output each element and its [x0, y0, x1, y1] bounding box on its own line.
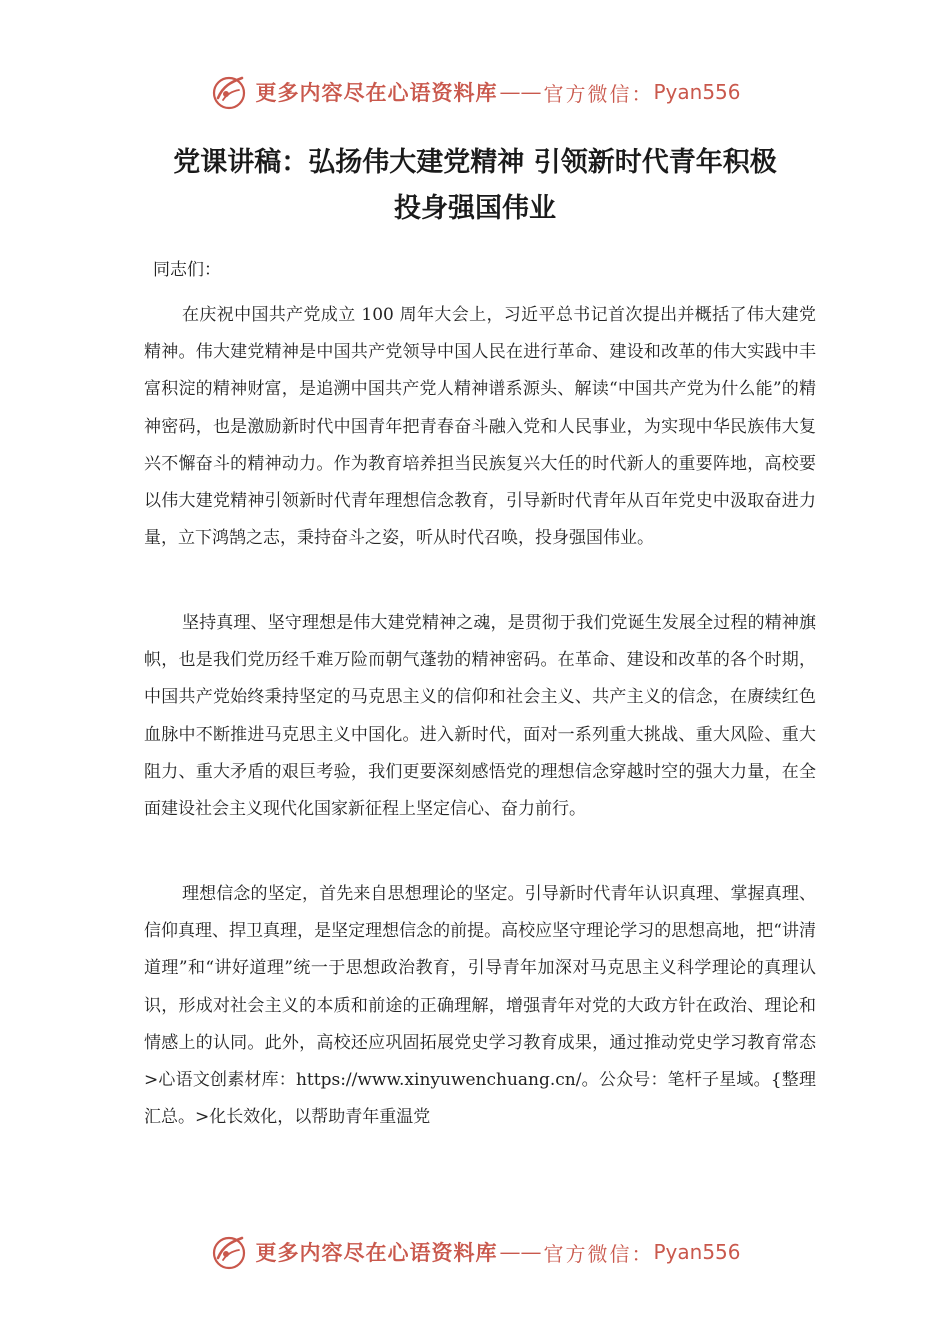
brand-logo-icon	[209, 72, 249, 112]
title-line-1: 党课讲稿：弘扬伟大建党精神 引领新时代青年积极	[173, 147, 777, 178]
banner-text: 更多内容尽在心语资料库	[255, 1240, 498, 1265]
header-banner	[0, 70, 950, 114]
banner-wechat-id: Pyan556	[653, 1240, 741, 1264]
banner-separator: ——	[499, 80, 542, 104]
paragraph-2: 坚持真理、坚守理想是伟大建党精神之魂，是贯彻于我们党诞生发展全过程的精神旗帜，也是我们党历经千难万险而朝气蓬勃的精神密码。在革命、建设和改革的各个时期，中国共产党始终秉持坚定的马克思主义的信仰和社会主义、共产主义的信念，在赓续红色血脉中不断推进马克思主义中国化。进入新时代，面对一系列重大挑战、重大风险、重大阻力、重大矛盾的艰巨考验，我们更要深刻感悟党的理想信念穿越时空的强大力量，在全面建设社会主义现代化国家新征程上坚定信心、奋力前行。	[144, 613, 816, 820]
banner-text: 更多内容尽在心语资料库	[255, 80, 498, 105]
banner-wechat-label: 官方微信：	[543, 1241, 654, 1266]
brand-logo-icon	[209, 1232, 249, 1272]
paragraph-1: 在庆祝中国共产党成立 100 周年大会上，习近平总书记首次提出并概括了伟大建党精神。伟大建党精神是中国共产党领导中国人民在进行革命、建设和改革的伟大实践中丰富积淀的精神财富，是追溯中国共产党人精神谱系源头、解读“中国共产党为什么能”的精神密码，也是激励新时代中国青年把青春奋斗融入党和人民事业，为实现中华民族伟大复兴不懈奋斗的精神动力。作为教育培养担当民族复兴大任的时代新人的重要阵地，高校要以伟大建党精神引领新时代青年理想信念教育，引导新时代青年从百年党史中汲取奋进力量，立下鸿鹄之志，秉持奋斗之姿，听从时代召唤，投身强国伟业。	[144, 305, 816, 549]
title-line-2: 投身强国伟业	[394, 193, 556, 224]
banner-wechat-label: 官方微信：	[543, 81, 654, 106]
banner-wechat-id: Pyan556	[653, 80, 741, 104]
footer-banner	[0, 1230, 950, 1274]
paragraph-3: 理想信念的坚定，首先来自思想理论的坚定。引导新时代青年认识真理、掌握真理、信仰真理、捍卫真理，是坚定理想信念的前提。高校应坚守理论学习的思想高地，把“讲清道理”和“讲好道理”统一于思想政治教育，引导青年加深对马克思主义科学理论的真理认识，形成对社会主义的本质和前途的正确理解，增强青年对党的大政方针在政治、理论和情感上的认同。此外，高校还应巩固拓展党史学习教育成果，通过推动党史学习教育常态>心语文创素材库：https://www.xinyuwenchuang.cn/。公众号：笔杆子星域。{整理汇总。>化长效化，以帮助青年重温党	[144, 884, 816, 1128]
document-title	[120, 140, 830, 232]
greeting: 同志们：	[153, 260, 221, 280]
banner-separator: ——	[499, 1240, 542, 1264]
